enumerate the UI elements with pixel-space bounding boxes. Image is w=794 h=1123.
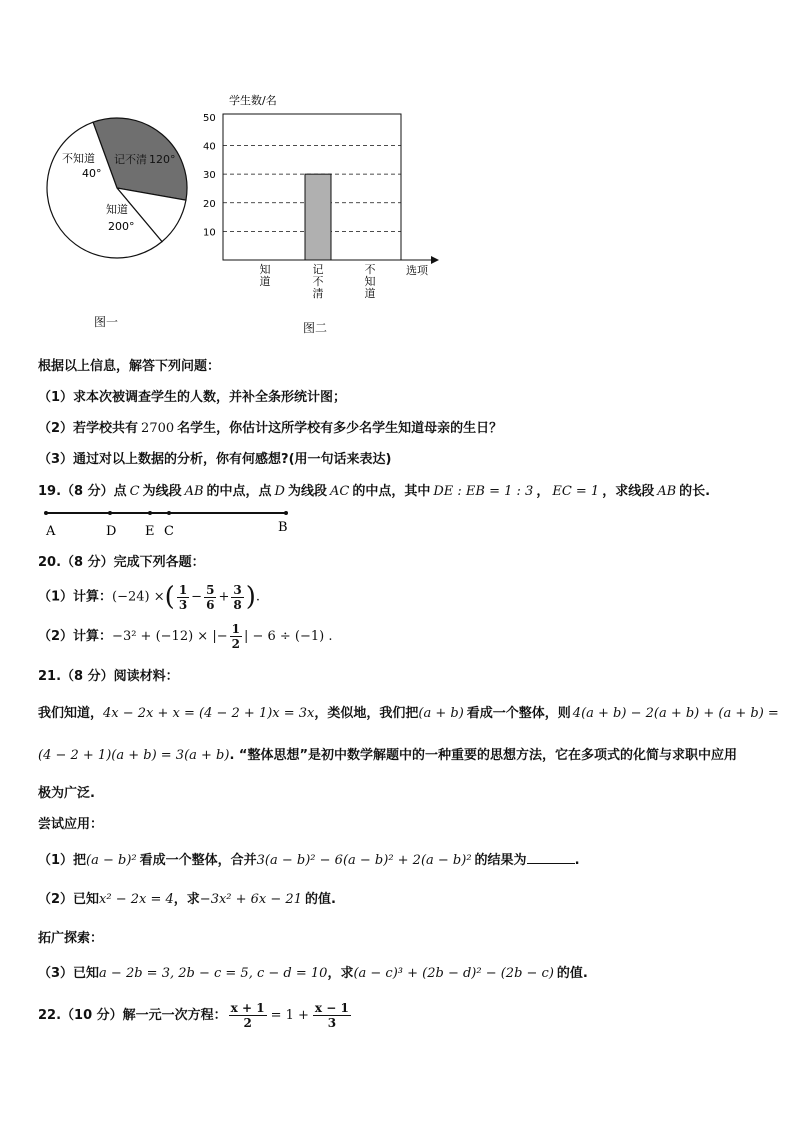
pie-chart: [40, 115, 200, 265]
point-label-b: B: [278, 520, 288, 535]
q18-part2: [38, 417, 502, 436]
y-tick-label: 20: [203, 198, 216, 210]
fraction: $\frac{1}{2}$: [231, 622, 240, 651]
figure1-caption: 图一: [94, 315, 119, 329]
q20-part1: （1）计算：(−24) ×( $\frac{1}{3}$ − $\frac{5}{6}$ + $\frac{3}{8}$ ).: [38, 582, 260, 612]
y-tick-label: 10: [203, 227, 216, 239]
bar-1: [305, 174, 331, 260]
chart-xlabel: 选项: [406, 264, 428, 277]
q22: 22.（10 分）解一元一次方程： $\frac{x + 1}{2}$ = 1 + $\frac{x - 1}{3}$: [38, 1001, 349, 1030]
q21-line2: (4 − 2 + 1)(a + b) = 3(a + b). “整体思想”是初中数学解题中的一种重要的思想方法，它在多项式的化简与求职中应用: [38, 748, 738, 763]
q18-part1: （1）求本次被调查学生的人数，并补全条形统计图；: [38, 390, 347, 405]
figure2-caption: 图二: [303, 321, 328, 335]
chart-ylabel: 学生数/名: [229, 94, 277, 107]
x-axis-arrow: [431, 256, 439, 264]
fraction: $\frac{x + 1}{2}$: [230, 1001, 265, 1030]
q18-part3: （3）通过对以上数据的分析，你有何感想?(用一句话来表达): [38, 452, 392, 467]
pie-angle-unknown: 40°: [82, 167, 102, 180]
fraction: $\frac{5}{6}$: [206, 582, 215, 612]
q18-part2-num: 2700: [141, 421, 175, 436]
point-label-a: A: [46, 524, 56, 539]
q21-line3: 极为广泛.: [38, 786, 95, 801]
q18-part2-a: （2）若学校共有: [38, 421, 139, 436]
q21-head: 21.（8 分）阅读材料：: [38, 669, 179, 684]
pie-label-forgot: 记不清 120°: [114, 153, 176, 166]
y-tick-label: 50: [203, 112, 216, 124]
pie-label-know: 知道: [106, 203, 128, 216]
answer-blank[interactable]: [527, 851, 575, 864]
y-tick-label: 40: [203, 141, 216, 153]
y-tick-label: 30: [203, 170, 216, 182]
fraction: $\frac{x - 1}{3}$: [314, 1001, 349, 1030]
q21-try2: （2）已知x² − 2x = 4，求−3x² + 6x − 21 的值.: [38, 892, 336, 907]
q19-text: 19.（8 分）点 C 为线段 AB 的中点，点 D 为线段 AC 的中点，其中 DE : EB = 1 : 3 ， EC = 1 ，求线段 AB 的长.: [38, 484, 711, 499]
q21-ext-head: 拓广探索：: [38, 931, 104, 946]
q21-try1: （1）把(a − b)² 看成一个整体，合并3(a − b)² − 6(a − b)² + 2(a − b)² 的结果为 .: [38, 853, 580, 868]
q20-head: 20.（8 分）完成下列各题：: [38, 555, 205, 570]
point-label-e: E: [145, 524, 155, 539]
q18-part2-b: 名学生，你估计这所学校有多少名学生知道母亲的生日？: [177, 421, 503, 436]
x-tick-label: 知道: [259, 263, 271, 288]
intro-text: 根据以上信息，解答下列问题：: [38, 359, 221, 374]
q21-line1: 我们知道，4x − 2x + x = (4 − 2 + 1)x = 3x，类似地，我们把(a + b) 看成一个整体，则 4(a + b) − 2(a + b) + (a + b) =: [38, 706, 779, 721]
fraction: $\frac{1}{3}$: [178, 582, 188, 612]
q21-try3: （3）已知a − 2b = 3, 2b − c = 5, c − d = 10，求(a − c)³ + (2b − d)² − (2b − c) 的值.: [38, 966, 588, 981]
segment-diagram: [38, 505, 298, 541]
pie-label-unknown: 不知道: [62, 152, 95, 165]
point-label-c: C: [164, 524, 174, 539]
pie-angle-know: 200°: [108, 220, 135, 233]
point-label-d: D: [106, 524, 117, 539]
x-tick-label: 不知道: [364, 263, 376, 300]
q20-part2: （2）计算：−3² + (−12) × |− $\frac{1}{2}$ | − 6 ÷ (−1) .: [38, 622, 333, 651]
x-tick-label: 记不清: [312, 263, 324, 300]
q21-try-head: 尝试应用：: [38, 817, 104, 832]
fraction: $\frac{3}{8}$: [233, 582, 242, 612]
bar-chart: [195, 88, 450, 310]
